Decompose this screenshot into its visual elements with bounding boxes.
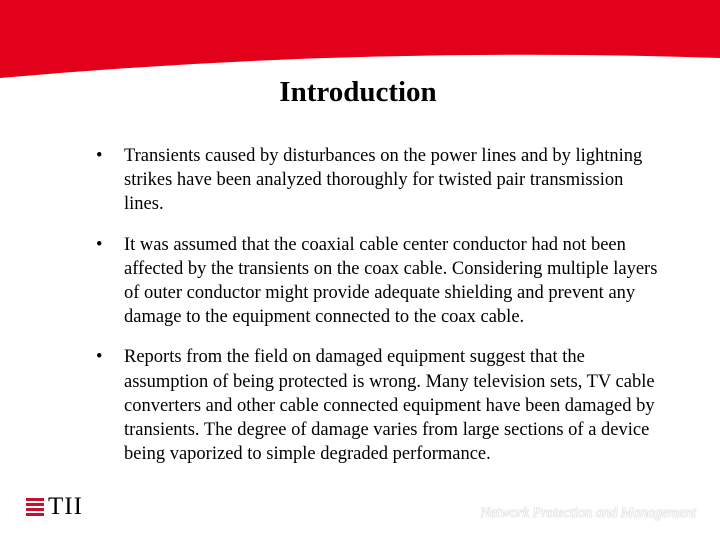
footer-text: Network Protection and Management [480,505,696,521]
bullet-text: Reports from the field on damaged equipment suggest that the assumption of being protected is wrong. Many television sets, TV cable converters and other cable connected equipment have been damaged by transients. The degree of damage varies from large sections of a device being vaporized to simple degraded performance. [124,347,655,465]
bullet-icon: • [96,347,103,368]
bullet-list [96,144,666,482]
banner-shape [0,0,720,78]
bullet-item [96,345,666,466]
bullet-item [96,233,666,330]
bullet-text: Transients caused by disturbances on the power lines and by lightning strikes have been analyzed thoroughly for twisted pair transmission lines. [124,146,643,215]
slide-title: Introduction [279,76,437,108]
tii-logo-stripes-icon [26,498,44,516]
bullet-icon: • [96,234,103,255]
bullet-item [96,144,666,217]
tii-logo [26,494,83,520]
bullet-text: It was assumed that the coaxial cable center conductor had not been affected by the transients on the coax cable. Considering multiple layers of outer conductor might provide adequate shielding and prevent any damage to the equipment connected to the coax cable. [124,234,658,328]
logo-text: TII [48,493,83,520]
bullet-icon: • [96,146,103,166]
